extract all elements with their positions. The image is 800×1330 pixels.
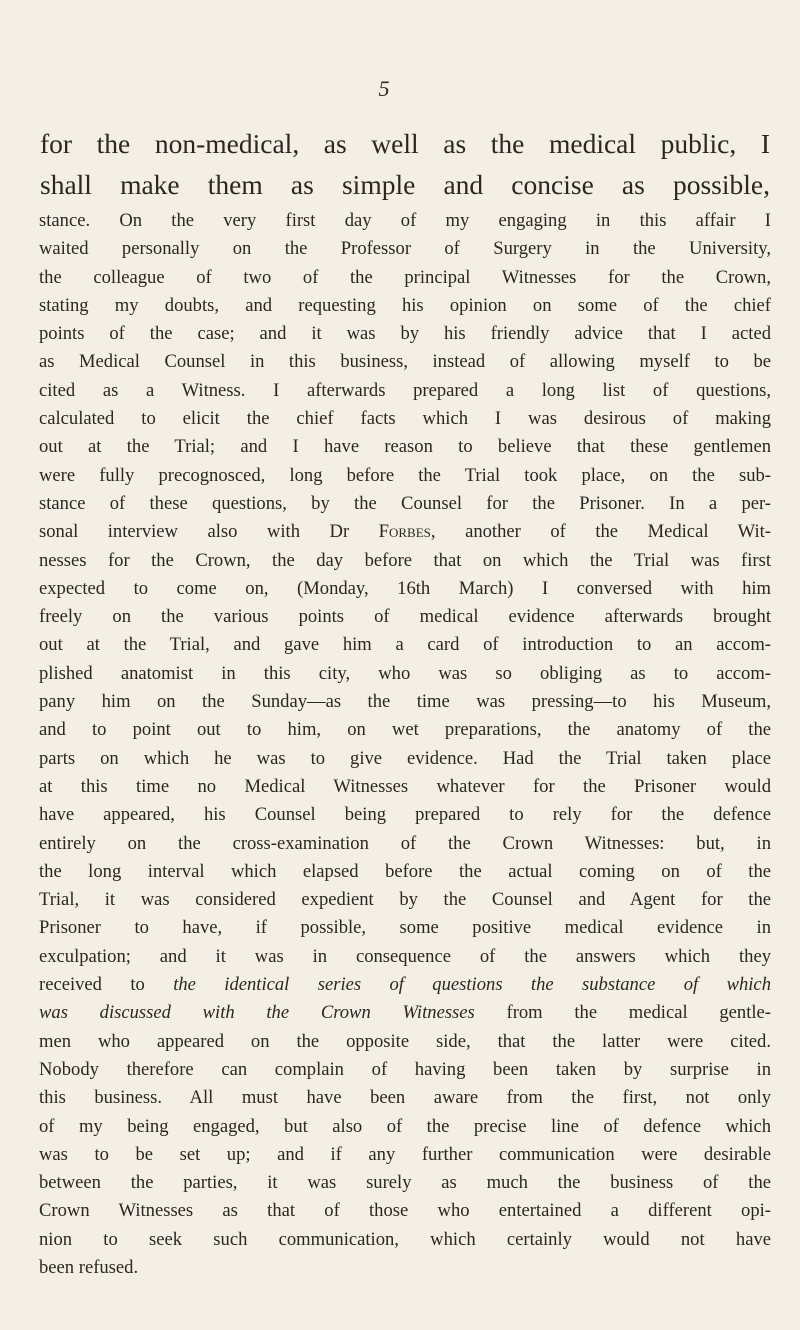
- text-line: calculated to elicit the chief facts which I was desirous of making: [39, 408, 771, 430]
- text-segment: received to: [39, 974, 174, 996]
- text-line: parts on which he was to give evidence. Had the Trial taken place: [39, 747, 771, 769]
- text-line: cited as a Witness. I afterwards prepared a long list of questions,: [39, 379, 771, 401]
- text-line: at this time no Medical Witnesses whatever for the Prisoner would: [39, 775, 771, 797]
- text-line: have appeared, his Counsel being prepared to rely for the defence: [39, 804, 771, 826]
- text-segment: from the medical gentle-: [474, 1002, 771, 1024]
- page-number: 5: [378, 76, 390, 101]
- text-line: points of the case; and it was by his friendly advice that I acted: [39, 323, 771, 345]
- italic-phrase: the identical series of questions the substance of which: [173, 974, 771, 996]
- lead-line: for the non-medical, as well as the medical public, I: [40, 128, 770, 159]
- lead-text: [40, 123, 770, 205]
- text-line: was to be set up; and if any further communication were desirable: [39, 1143, 771, 1165]
- body-paragraph: [39, 207, 771, 1282]
- text-line: Nobody therefore can complain of having been taken by surprise in: [39, 1058, 771, 1080]
- text-line: stating my doubts, and requesting his opinion on some of the chief: [39, 294, 771, 316]
- person-name: Forbes: [378, 521, 431, 543]
- text-line: Trial, it was considered expedient by the Counsel and Agent for the: [39, 889, 771, 911]
- text-line: pany him on the Sunday—as the time was pressing—to his Museum,: [39, 691, 771, 713]
- text-line: this business. All must have been aware from the first, not only: [39, 1087, 771, 1109]
- text-line: [39, 999, 771, 1027]
- text-line: Crown Witnesses as that of those who entertained a different opi-: [39, 1200, 771, 1222]
- text-line: and to point out to him, on wet preparations, the anatomy of the: [39, 719, 771, 741]
- text-line: nion to seek such communication, which certainly would not have: [39, 1228, 771, 1250]
- text-line: Prisoner to have, if possible, some positive medical evidence in: [39, 917, 771, 939]
- text-segment: sonal interview also with Dr: [39, 521, 379, 543]
- text-line: out at the Trial; and I have reason to believe that these gentlemen: [39, 436, 771, 458]
- text-line: men who appeared on the opposite side, that the latter were cited.: [39, 1030, 771, 1052]
- text-line: nesses for the Crown, the day before that on which the Trial was first: [39, 549, 771, 571]
- text-line: plished anatomist in this city, who was so obliging as to accom-: [39, 662, 771, 684]
- text-line: the long interval which elapsed before the actual coming on of the: [39, 860, 771, 882]
- text-line: the colleague of two of the principal Witnesses for the Crown,: [39, 266, 771, 288]
- text-line: expected to come on, (Monday, 16th March) I conversed with him: [39, 577, 771, 599]
- text-line: waited personally on the Professor of Surgery in the University,: [39, 238, 771, 260]
- text-segment: , another of the Medical Wit-: [430, 521, 771, 543]
- text-line: [39, 971, 771, 999]
- text-line: stance of these questions, by the Counsel for the Prisoner. In a per-: [39, 492, 771, 514]
- text-line: stance. On the very first day of my engaging in this affair I: [39, 210, 771, 231]
- text-line: exculpation; and it was in consequence of the answers which they: [39, 945, 771, 967]
- text-line: [39, 518, 771, 546]
- lead-line: shall make them as simple and concise as possible,: [40, 169, 770, 200]
- text-line: entirely on the cross-examination of the Crown Witnesses: but, in: [39, 832, 771, 854]
- text-line: been refused.: [39, 1256, 139, 1278]
- text-line: out at the Trial, and gave him a card of introduction to an accom-: [39, 634, 771, 656]
- text-line: between the parties, it was surely as much the business of the: [39, 1172, 771, 1194]
- text-line: of my being engaged, but also of the precise line of defence which: [39, 1115, 771, 1137]
- text-line: were fully precognosced, long before the Trial took place, on the sub-: [39, 464, 771, 486]
- text-line: as Medical Counsel in this business, instead of allowing myself to be: [39, 351, 771, 373]
- text-line: freely on the various points of medical evidence afterwards brought: [39, 606, 771, 628]
- italic-phrase: was discussed with the Crown Witnesses: [39, 1002, 475, 1024]
